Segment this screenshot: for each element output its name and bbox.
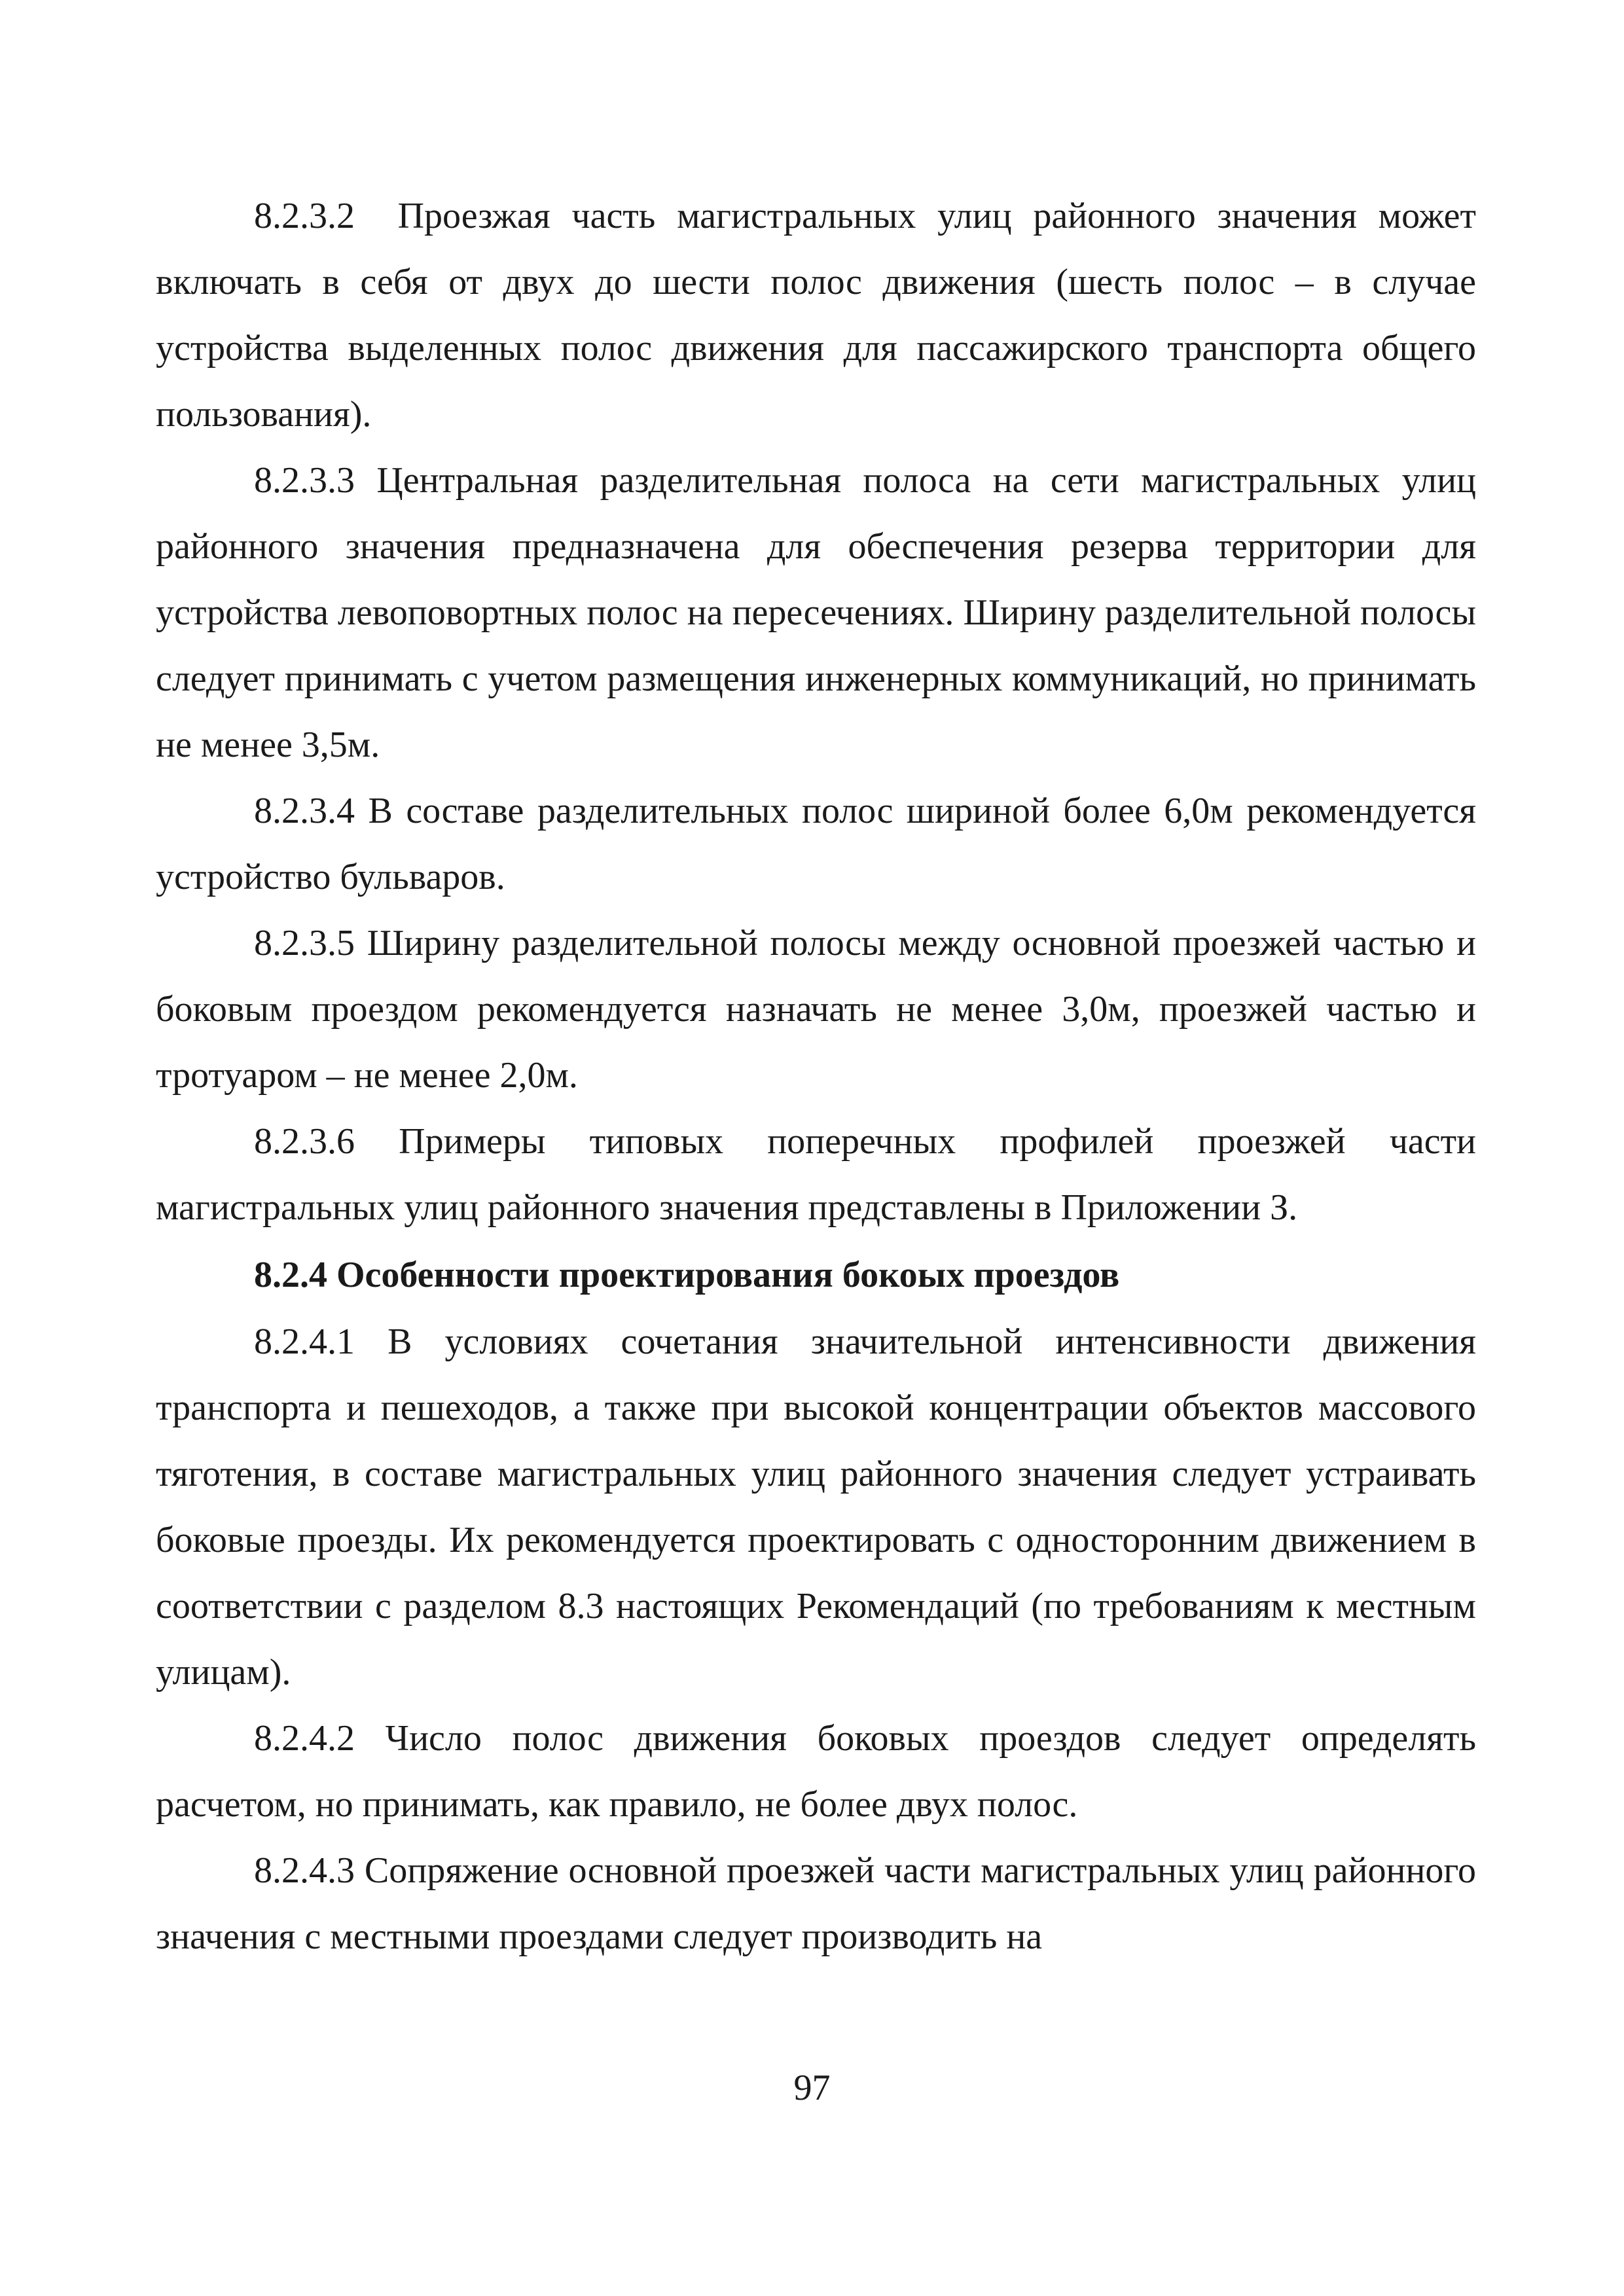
paragraph-text: Сопряжение основной проезжей части магистральных улиц районного значения с местными проездами следует производить на [156,1850,1477,1957]
paragraph-number: 8.2.4.2 [254,1718,355,1759]
page-number: 97 [793,2068,831,2108]
paragraph-text: Примеры типовых поперечных профилей проезжей части магистральных улиц районного значения представлены в Приложении З. [156,1121,1477,1228]
paragraph-text: В условиях сочетания значительной интенсивности движения транспорта и пешеходов, а также при высокой концентрации объектов массового тяготения, в составе магистральных улиц районного значения следует устраивать боковые проезды. Их рекомендуется проектировать с односторонним движением в соответствии с разделом 8.3 настоящих Рекомендаций (по требованиям к местным улицам). [156,1321,1477,1693]
paragraph-8-2-3-4 [156,778,1476,910]
paragraph-number: 8.2.3.2 [254,196,355,236]
paragraph-8-2-4-3 [156,1838,1476,1970]
document-page [156,183,1476,1970]
paragraph-text: Центральная разделительная полоса на сети магистральных улиц районного значения предназначена для обеспечения резерва территории для устройства левоповортных полос на пересечениях. Ширину разделительной полосы следует принимать с учетом размещения инженерных коммуникаций, но принимать не менее 3,5м. [156,460,1477,765]
paragraph-number: 8.2.3.4 [254,791,355,831]
paragraph-8-2-4-2 [156,1706,1476,1838]
paragraph-text: Проезжая часть магистральных улиц районного значения может включать в себя от двух до шести полос движения (шесть полос – в случае устройства выделенных полос движения для пассажирского транспорта общего пользования). [156,196,1476,435]
paragraph-8-2-3-6 [156,1109,1476,1241]
paragraph-8-2-4-1 [156,1309,1476,1706]
paragraph-number: 8.2.3.5 [254,923,355,963]
paragraph-number: 8.2.4.3 [254,1850,355,1891]
paragraph-number: 8.2.3.3 [254,460,355,501]
paragraph-8-2-3-3 [156,448,1476,778]
paragraph-number: 8.2.3.6 [254,1121,355,1162]
paragraph-number: 8.2.4.1 [254,1321,355,1362]
paragraph-8-2-3-2 [156,183,1476,448]
paragraph-8-2-3-5 [156,910,1476,1109]
paragraph-text: Ширину разделительной полосы между основной проезжей частью и боковым проездом рекомендуется назначать не менее 3,0м, проезжей частью и тротуаром – не менее 2,0м. [156,923,1476,1096]
section-heading: 8.2.4 Особенности проектирования бокоых проездов [254,1255,1120,1295]
paragraph-text: В составе разделительных полос шириной более 6,0м рекомендуется устройство бульваров. [156,791,1476,897]
paragraph-text: Число полос движения боковых проездов следует определять расчетом, но принимать, как правило, не более двух полос. [156,1718,1476,1825]
